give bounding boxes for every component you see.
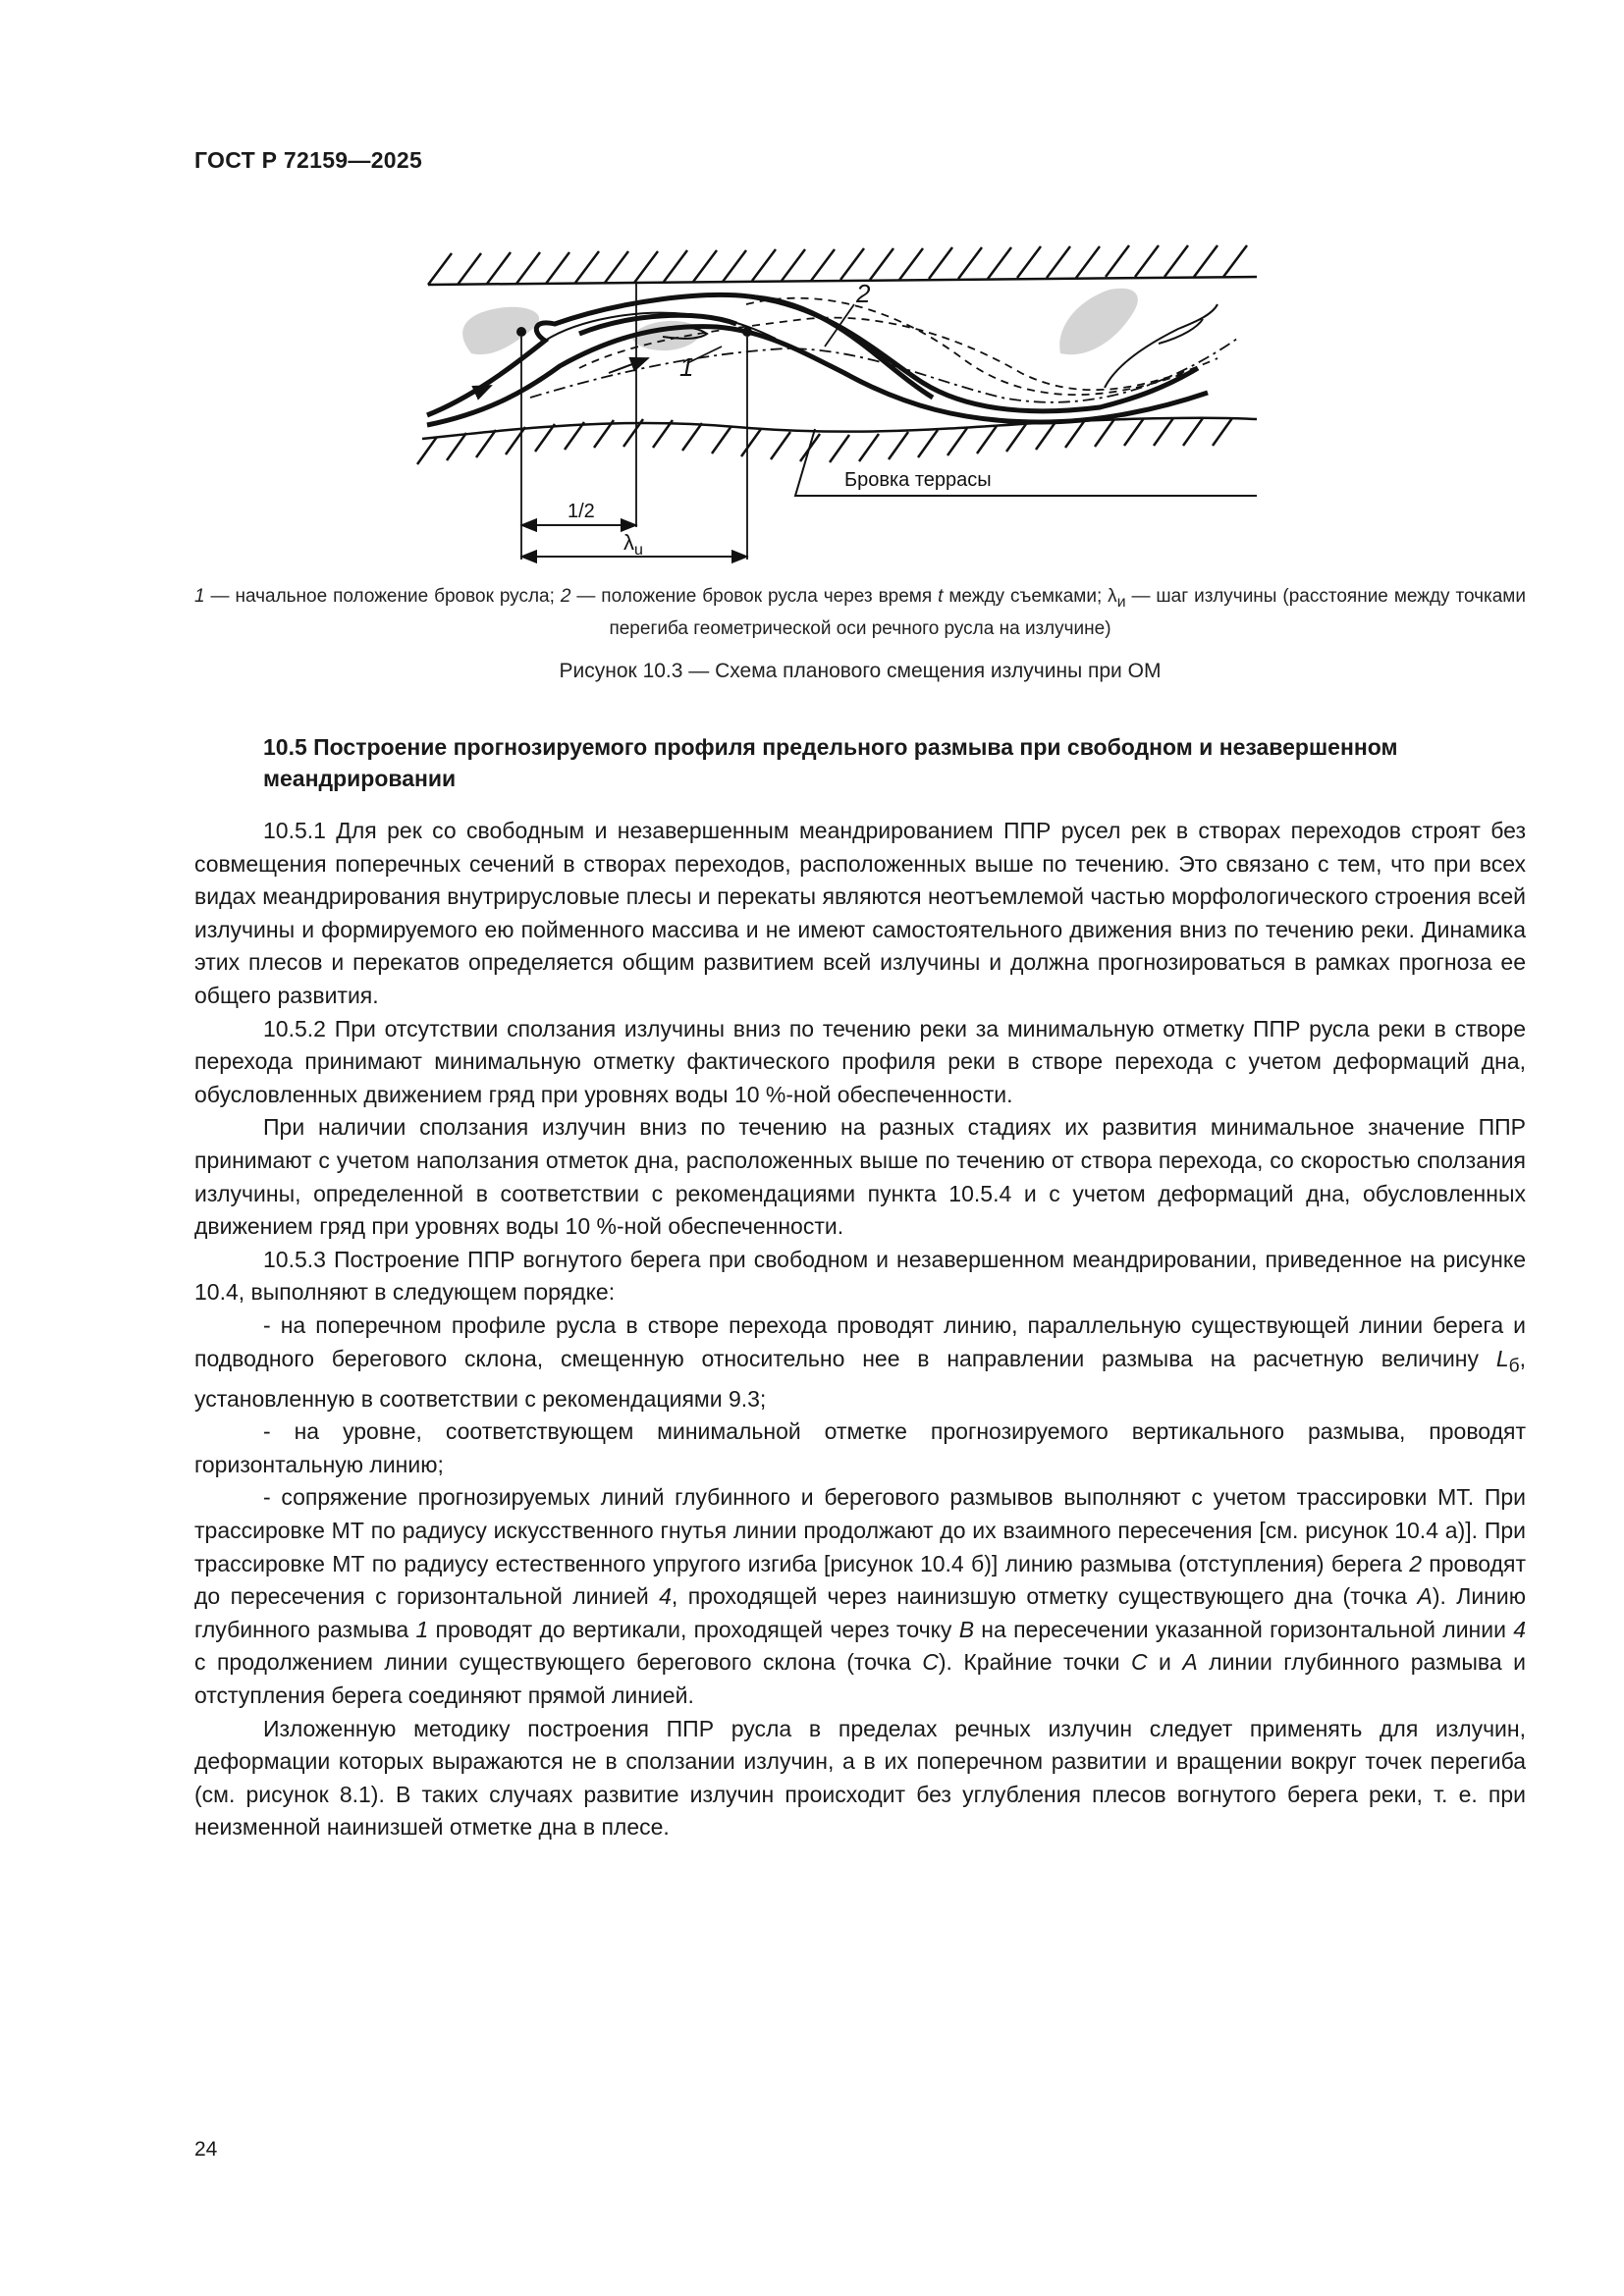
terrace-label: Бровка террасы	[844, 469, 992, 491]
section-heading: 10.5 Построение прогнозируемого профиля предельного размыва при свободном и незавершенном меандрировании	[263, 734, 1398, 791]
figure-caption: Рисунок 10.3 — Схема планового смещения излучины при ОМ	[559, 660, 1162, 682]
paragraph-10-5-1: 10.5.1 Для рек со свободным и незавершенным меандрированием ППР русел рек в створах переходов строят без совмещения поперечных сечений в створах переходов, расположенных выше по течению. Это связано с тем, что при всех видах меандрирования внутрирусловые плесы и перекаты являются неотъемлемой частью морфологического строения всей излучины и формируемого ею пойменного массива и не имеют самостоятельного движения вниз по течению реки. Динамика этих плесов и перекатов определяется общим развитием всей излучины и должна прогнозироваться в рамках прогноза ее общего развития.	[194, 818, 1526, 1008]
wavelength-symbol: λ	[623, 530, 634, 555]
wavelength-sub: u	[634, 542, 643, 559]
half-wavelength-label: 1/2	[568, 501, 595, 522]
legend-num-1: 1	[194, 586, 205, 607]
p7-4a: 4	[659, 1583, 672, 1610]
p7-C2: С	[1130, 1649, 1148, 1676]
p7-c: , проходящей через наинизшую отметку существующего дна (точка	[671, 1583, 1418, 1610]
p5-sub: б	[1508, 1356, 1520, 1377]
flow-arrows	[454, 358, 648, 402]
list-item-conjugation	[194, 1481, 1526, 1712]
legend-num-2: 2	[560, 586, 571, 607]
p7-f: на пересечении указанной горизонтальной линии	[974, 1616, 1514, 1642]
legend-sub: и	[1116, 593, 1126, 611]
p7-a: - сопряжение прогнозируемых линий глубинного и берегового размывов выполняют с учетом трассировки МТ. При трассировке МТ по радиусу искусственного гнутья линии продолжают до их взаимного пересечения [см. рисунок 10.4 а)]. При трассировке МТ по радиусу естественного упругого изгиба [рисунок 10.4 б)] линию размыва (отступления) берега	[194, 1484, 1526, 1576]
paragraph-10-5-2: 10.5.2 При отсутствии сползания излучины вниз по течению реки за минимальную отметку ППР русла реки в створе перехода принимают минимальную отметку фактического профиля реки в створе перехода с учетом деформаций дна, обусловленных движением гряд при уровнях воды 10 %-ной обеспеченности.	[194, 1015, 1526, 1107]
legend-text-4: — шаг излучины (расстояние между точками перегиба геометрической оси речного русла на излучине)	[609, 586, 1526, 639]
p7-B: В	[958, 1616, 975, 1642]
p7-h: ). Крайние точки	[938, 1649, 1131, 1676]
p5-L: L	[1495, 1345, 1509, 1371]
figure-legend	[194, 583, 1526, 642]
p7-i: и	[1147, 1649, 1183, 1676]
meander-diagram	[412, 221, 1296, 574]
legend-text-2: — положение бровок русла через время	[570, 586, 939, 607]
lower-bank	[417, 418, 1257, 464]
upper-bank	[428, 245, 1257, 285]
legend-text-1: — начальное положение бровок русла;	[204, 586, 561, 607]
p7-4b: 4	[1513, 1616, 1527, 1642]
list-item-horizontal-line: - на уровне, соответствующем минимальной отметке прогнозируемого вертикального размыва, проводят горизонтальную линию;	[194, 1418, 1526, 1477]
p7-g: с продолжением линии существующего берегового склона (точка	[194, 1649, 923, 1676]
p7-d: ). Линию глубинного размыва	[194, 1583, 1526, 1642]
list-item-parallel-line	[194, 1309, 1526, 1415]
paragraph-10-5-3: 10.5.3 Построение ППР вогнутого берега при свободном и незавершенном меандрировании, приведенное на рисунке 10.4, выполняют в следующем порядке:	[194, 1246, 1526, 1306]
label-2: 2	[856, 279, 871, 308]
p7-e: проводят до вертикали, проходящей через точку	[428, 1616, 959, 1642]
p7-j: линии глубинного размыва и отступления берега соединяют прямой линией.	[194, 1649, 1526, 1709]
p7-1: 1	[415, 1616, 429, 1642]
p7-C1: С	[922, 1649, 939, 1676]
page-number: 24	[194, 2138, 218, 2161]
p7-A2: А	[1182, 1649, 1198, 1676]
p7-b: проводят до пересечения с горизонтальной линией	[194, 1550, 1526, 1610]
document-header: ГОСТ Р 72159—2025	[194, 147, 423, 173]
body-text	[194, 815, 1526, 1844]
legend-t: t	[938, 586, 944, 607]
p5-text-a: - на поперечном профиле русла в створе перехода проводят линию, параллельную существующей линии берега и подводного берегового склона, смещенную относительно нее в направлении размыва на расчетную величину	[194, 1311, 1526, 1371]
p7-2: 2	[1409, 1550, 1422, 1576]
p5-text-b: , установленную в соответствии с рекомендациями 9.3;	[194, 1345, 1526, 1412]
paragraph-slip: При наличии сползания излучин вниз по течению на разных стадиях их развития минимальное значение ППР принимают с учетом наползания отметок дна, расположенных выше по течению от створа перехода, со скоростью сползания излучины, определенной в соответствии с рекомендациями пункта 10.5.4 и с учетом деформаций дна, обусловленных движением гряд при уровнях воды 10 %-ной обеспеченности.	[194, 1114, 1526, 1240]
wavelength-label	[623, 530, 643, 559]
p7-A1: А	[1417, 1583, 1433, 1610]
label-1: 1	[679, 352, 694, 382]
legend-text-3: между съемками; λ	[943, 586, 1117, 607]
paragraph-method-application: Изложенную методику построения ППР русла в пределах речных излучин следует применять для излучин, деформации которых выражаются не в сползании излучин, а в их поперечном развитии и вращении вокруг точек перегиба (см. рисунок 8.1). В таких случаях развитие излучин происходит без углубления плесов вогнутого берега реки, т. е. при неизменной наинизшей отметке дна в плесе.	[194, 1715, 1526, 1841]
